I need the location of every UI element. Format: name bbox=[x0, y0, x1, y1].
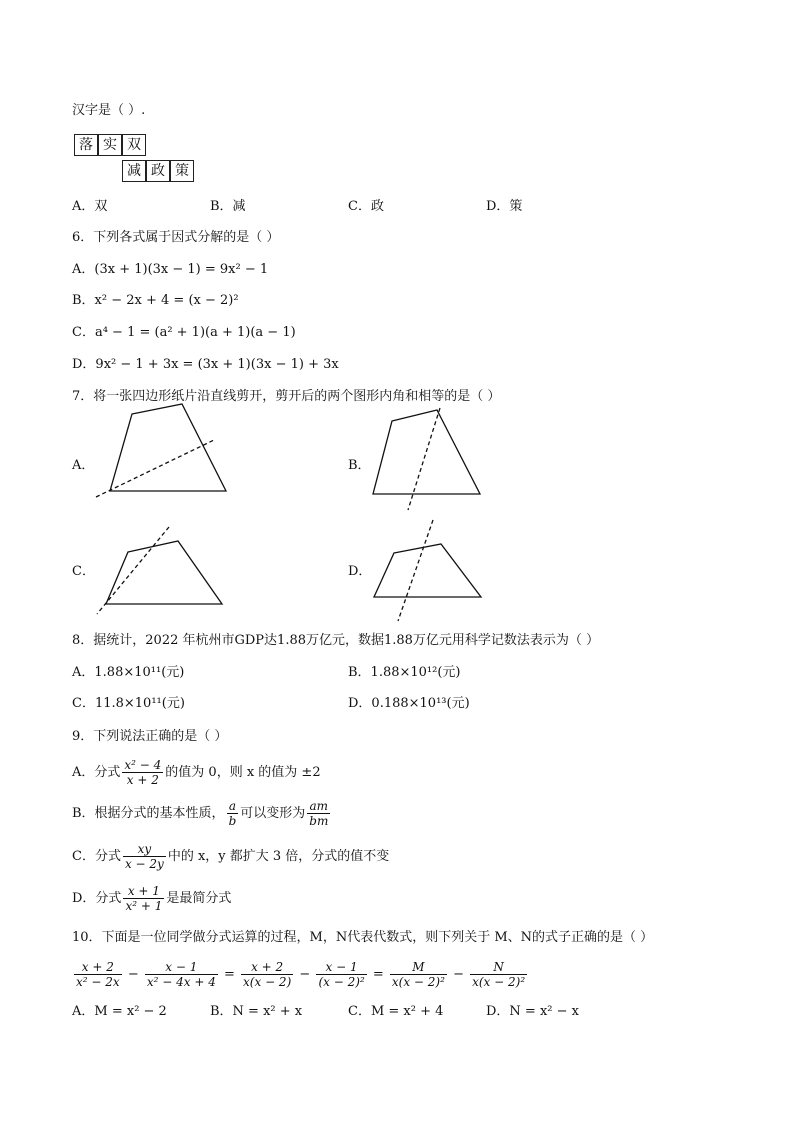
q9b-middle: 可以变形为 bbox=[240, 806, 306, 821]
cut-line-a bbox=[96, 440, 214, 497]
cube-cell-1: 落 bbox=[74, 134, 98, 156]
q7-label-b: B． bbox=[348, 458, 371, 473]
quadrilateral-a bbox=[110, 404, 226, 491]
q9c-suffix: 中的 x，y 都扩大 3 倍，分式的值不变 bbox=[167, 849, 390, 864]
q10-equation bbox=[72, 958, 529, 992]
cut-line-b bbox=[408, 408, 440, 510]
q5-option-a: A．双 bbox=[72, 199, 108, 214]
eq-minus-1: − bbox=[127, 967, 139, 982]
q7-stem: 7．将一张四边形纸片沿直线剪开，剪开后的两个图形内角和相等的是（ ） bbox=[72, 389, 501, 404]
q8-option-a: A．1.88×10¹¹(元) bbox=[72, 665, 185, 680]
cut-line-d bbox=[398, 520, 433, 621]
eq-fraction-3: $\frac{x + 2}{x(x - 2)}$ bbox=[243, 960, 292, 989]
q9d-prefix: D．分式 bbox=[72, 891, 122, 906]
cube-cell-6: 策 bbox=[170, 160, 194, 182]
q7-label-c: C． bbox=[72, 564, 95, 579]
eq-minus-3: − bbox=[453, 967, 464, 982]
q10-option-d: D．N = x² − x bbox=[486, 1004, 579, 1019]
q6-option-d: D．9x² − 1 + 3x = (3x + 1)(3x − 1) + 3x bbox=[72, 357, 339, 372]
q8-option-c: C．11.8×10¹¹(元) bbox=[72, 696, 185, 711]
q8-option-b: B．1.88×10¹²(元) bbox=[348, 665, 461, 680]
cube-cell-5: 政 bbox=[146, 160, 170, 182]
cube-cell-4: 减 bbox=[122, 160, 146, 182]
q9a-suffix: 的值为 0，则 x 的值为 ±2 bbox=[165, 765, 321, 780]
q9a-fraction: $\frac{\text{x² − 4}}{x + 2}$ bbox=[124, 758, 162, 787]
q9-option-a bbox=[72, 758, 321, 788]
q8-option-d: D．0.188×10¹³(元) bbox=[348, 696, 470, 711]
q6-option-b: B．x² − 2x + 4 = (x − 2)² bbox=[72, 293, 239, 308]
q5-option-c: C．政 bbox=[348, 199, 384, 214]
q9b-fraction-1: $\frac{a}{b}$ bbox=[228, 799, 237, 828]
quadrilateral-d bbox=[374, 544, 481, 597]
q5-stem: 汉字是（ ）. bbox=[72, 103, 146, 118]
q5-option-b: B．减 bbox=[210, 199, 246, 214]
q10-option-a: A．M = x² − 2 bbox=[72, 1004, 167, 1019]
q10-option-c: C．M = x² + 4 bbox=[348, 1004, 444, 1019]
quadrilateral-b bbox=[373, 410, 480, 494]
q9d-suffix: 是最简分式 bbox=[166, 891, 232, 906]
eq-fraction-2: $\frac{x - 1}{\text{x² − 4x + 4}}$ bbox=[146, 960, 216, 989]
q9b-prefix: B．根据分式的基本性质， bbox=[72, 806, 225, 821]
eq-fraction-6: $\frac{N}{\text{x(x − 2)²}}$ bbox=[472, 960, 526, 989]
q7-label-a: A． bbox=[72, 458, 95, 473]
q5-option-d: D．策 bbox=[486, 199, 523, 214]
cube-cell-2: 实 bbox=[98, 134, 122, 156]
q10-option-b: B．N = x² + x bbox=[210, 1004, 303, 1019]
quadrilateral-c bbox=[106, 541, 222, 604]
eq-fraction-5: $\frac{M}{\text{x(x − 2)²}}$ bbox=[391, 960, 445, 989]
q8-stem: 8．据统计，2022 年杭州市GDP达1.88万亿元，数据1.88万亿元用科学记数法表示为（ ） bbox=[72, 633, 600, 648]
q6-stem: 6．下列各式属于因式分解的是（ ） bbox=[72, 230, 280, 245]
eq-equals-1: = bbox=[223, 967, 235, 982]
q6-option-c: C．a⁴ − 1 = (a² + 1)(a + 1)(a − 1) bbox=[72, 325, 296, 340]
q6-option-a: A．(3x + 1)(3x − 1) = 9x² − 1 bbox=[72, 262, 269, 277]
q9-option-b bbox=[72, 799, 332, 829]
q9c-prefix: C．分式 bbox=[72, 849, 121, 864]
eq-equals-2: = bbox=[372, 967, 384, 982]
eq-fraction-4: $\frac{x - 1}{\text{(x − 2)²}}$ bbox=[318, 960, 365, 989]
q7-label-d: D． bbox=[348, 564, 372, 579]
q9d-fraction: $\frac{x + 1}{\text{x² + 1}}$ bbox=[125, 884, 163, 913]
q9a-prefix: A．分式 bbox=[72, 765, 121, 780]
q9b-fraction-2: $\frac{am}{bm}$ bbox=[309, 799, 329, 828]
cube-cell-3: 双 bbox=[122, 134, 146, 156]
q9-stem: 9．下列说法正确的是（ ） bbox=[72, 729, 228, 744]
q10-stem: 10．下面是一位同学做分式运算的过程，M，N代表代数式，则下列关于 M、N的式子正确的是（ ） bbox=[72, 930, 654, 945]
eq-fraction-1: $\frac{x + 2}{\text{x² − 2x}}$ bbox=[76, 960, 120, 989]
q9c-fraction: $\frac{xy}{x - 2y}$ bbox=[124, 842, 164, 871]
q9-option-d bbox=[72, 884, 231, 914]
eq-minus-2: − bbox=[299, 967, 311, 982]
q9-option-c bbox=[72, 842, 389, 872]
